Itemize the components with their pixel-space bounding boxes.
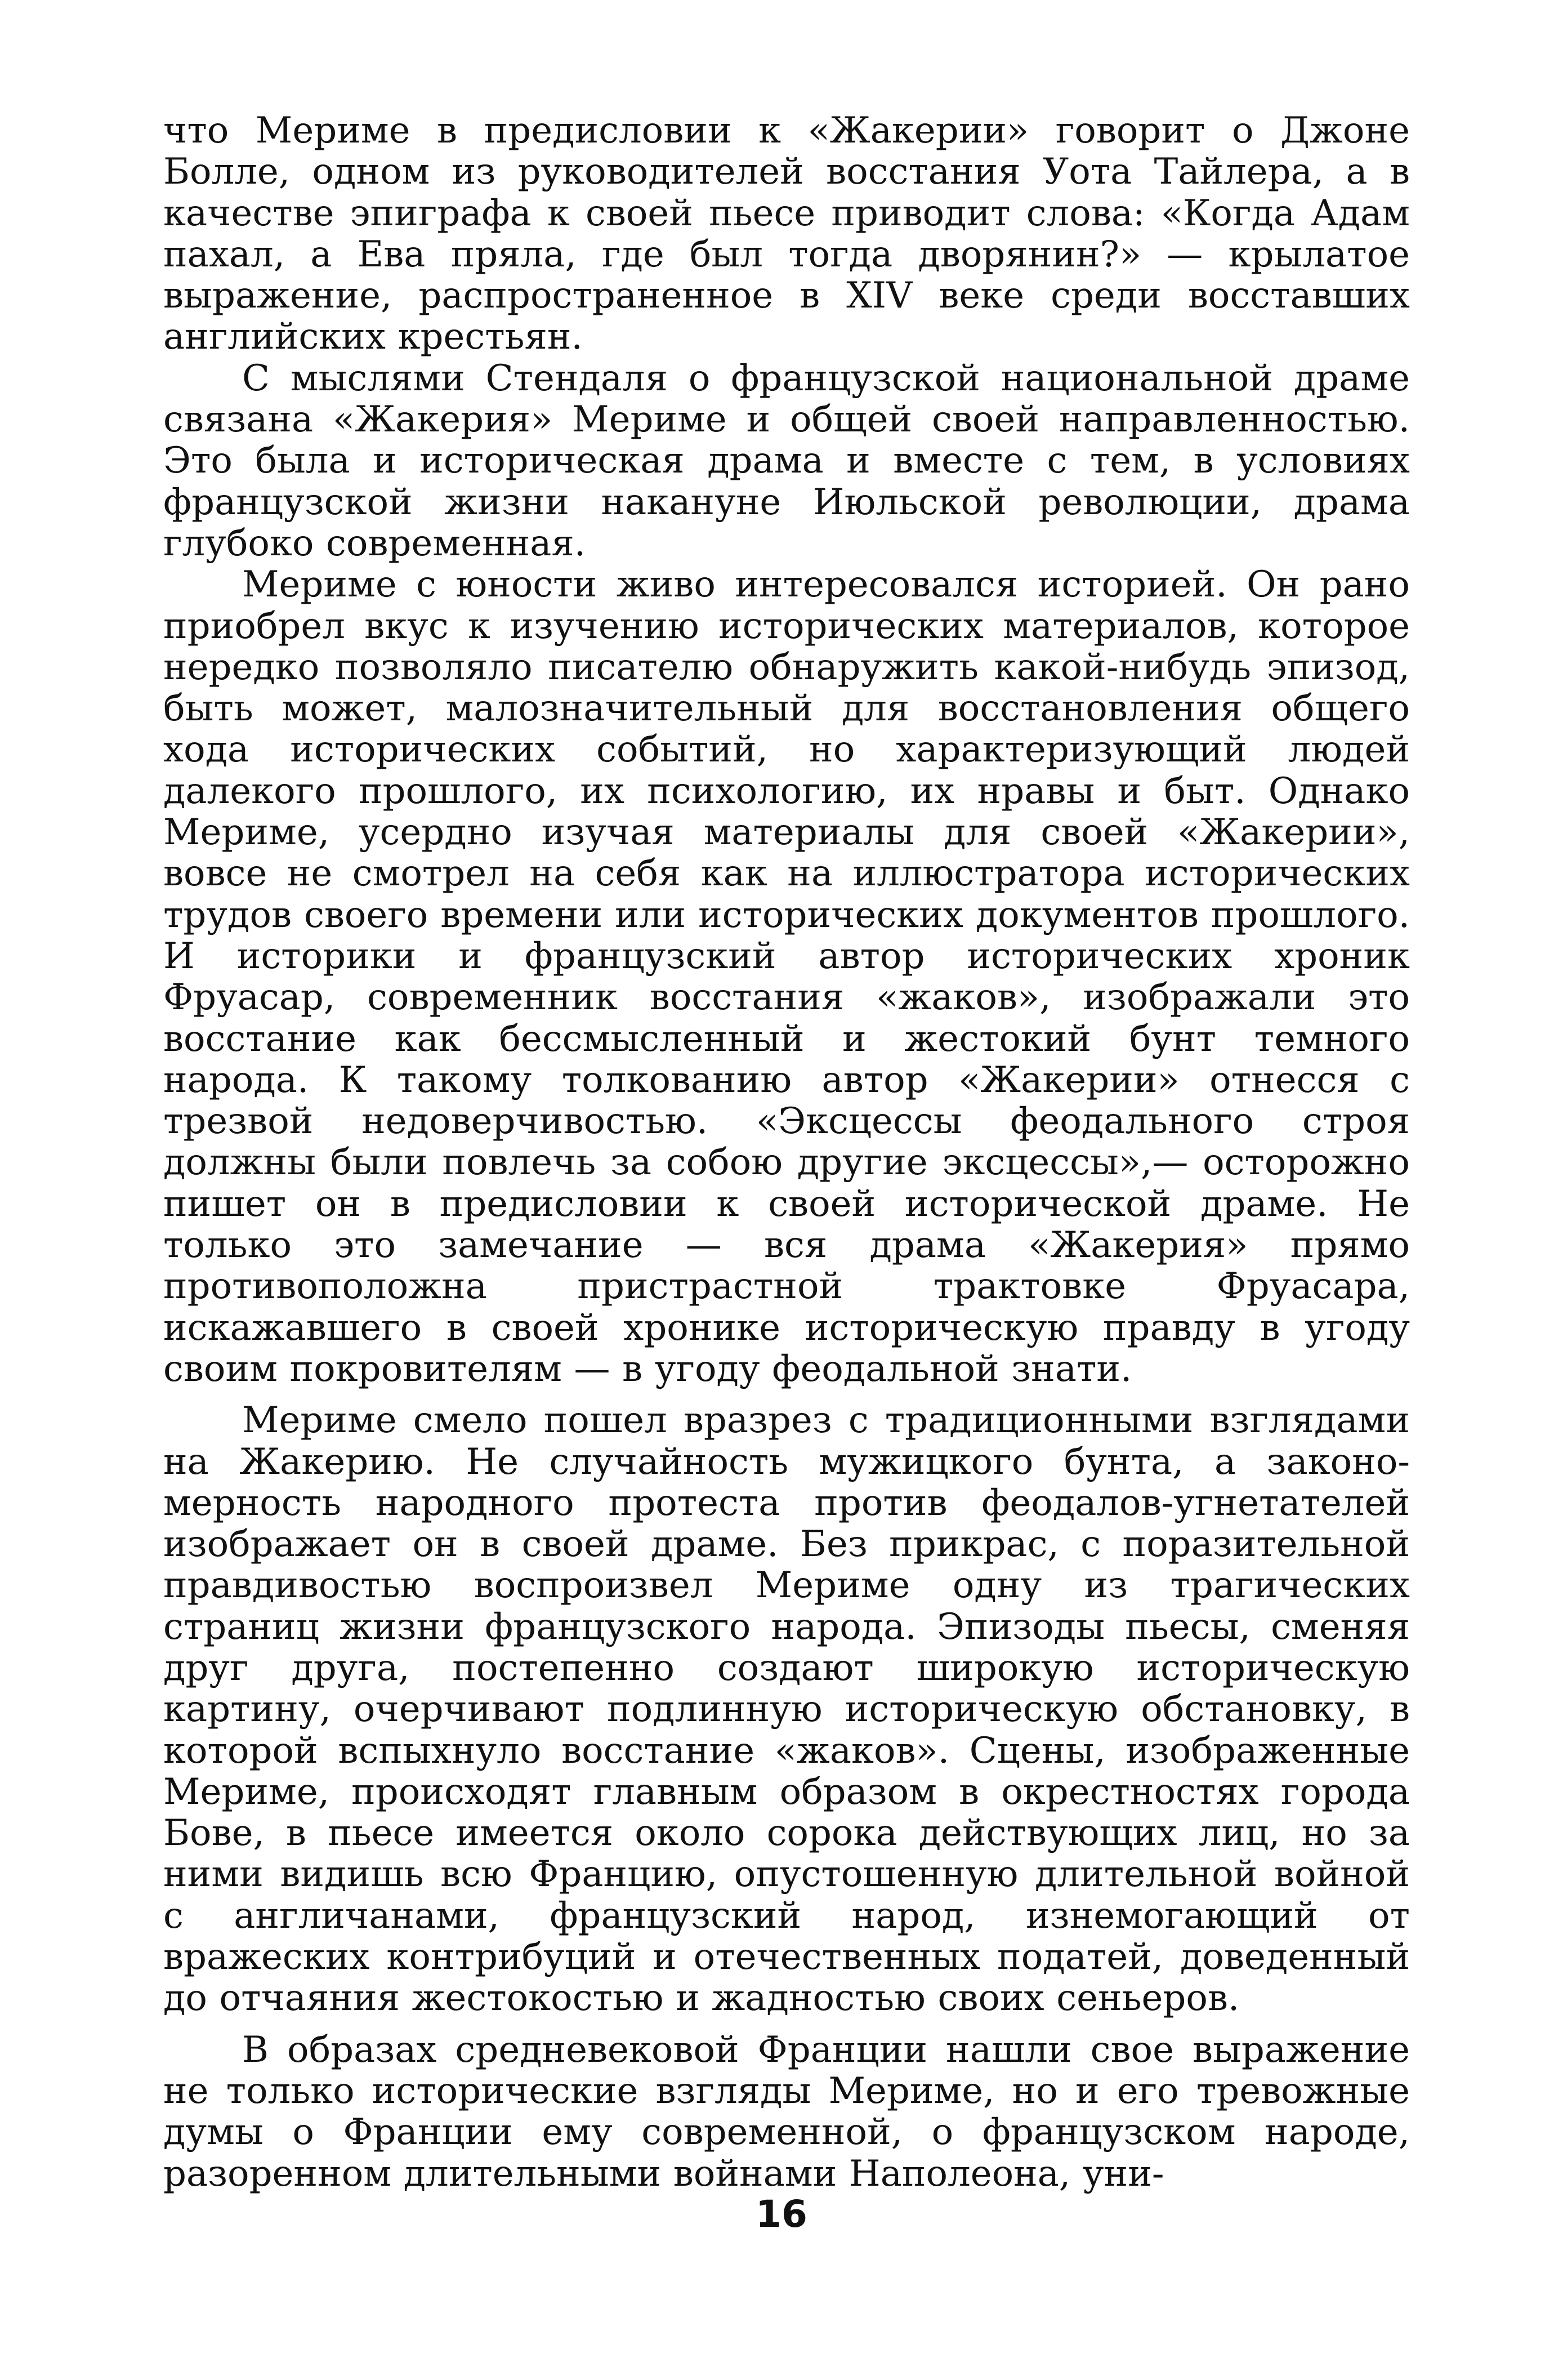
paragraph-3: Мериме с юности живо интересовался историей. Он рано приобрел вкус к изучению исторических материалов, которое нередко позволяло писателю обнаружить какой-нибудь эпизод, быть может, малозначительный для восстановления общего хода исторических событий, но характеризующий людей далекого прошлого, их психологию, их нравы и быт. Однако Мериме, усердно изучая материалы для своей «Жакерии», вовсе не смотрел на себя как на иллюстратора исторических трудов своего времени или исторических документов прошлого. И историки и французский автор исторических хроник Фруасар, современник восстания «жаков», изображали это восстание как бессмысленный и жестокий бунт темного народа. К такому толкованию автор «Жакерии» отнесся с трезвой недоверчивостью. «Эксцессы феодального строя должны были повлечь за собою другие эксцессы»,— осторожно пишет он в предисловии к своей исторической драме. Не только это замечание — вся драма «Жакерия» прямо противоположна пристрастной трактовке Фруасара, искажавшего в своей хронике историческую правду в угоду своим покровителям — в угоду феодальной знати. [163, 564, 1410, 1390]
paragraph-1: что Мериме в предисловии к «Жакерии» говорит о Джоне Болле, одном из руководителей восстания Уота Тайлера, а в качестве эпиграфа к своей пьесе приводит слова: «Когда Адам пахал, а Ева пряла, где был тогда дворянин?» — крылатое выражение, распространенное в XIV веке среди восставших английских крестьян. [163, 110, 1410, 358]
paragraph-4: Мериме смело пошел вразрез с традиционными взглядами на Жакерию. Не случайность мужицкого бунта, а закономерность народного протеста против феодалов-угнетателей изображает он в своей драме. Без прикрас, с поразительной правдивостью воспроизвел Мериме одну из трагических страниц жизни французского народа. Эпизоды пьесы, сменяя друг друга, постепенно создают широкую историческую картину, очерчивают подлинную историческую обстановку, в которой вспыхнуло восстание «жаков». Сцены, изображенные Мериме, происходят главным образом в окрестностях города Бове, в пьесе имеется около сорока действующих лиц, но за ними видишь всю Францию, опустошенную длительной войной с англичанами, французский народ, изнемогающий от вражеских контрибуций и отечественных податей, доведенный до отчаяния жестокостью и жадностью своих сеньеров. [163, 1400, 1410, 2020]
text-column [163, 110, 1410, 2195]
paragraph-2: С мыслями Стендаля о французской национальной драме связана «Жакерия» Мериме и общей своей направленностью. Это была и историческая драма и вместе с тем, в условиях французской жизни накануне Июльской революции, драма глубоко современная. [163, 357, 1410, 564]
page-number: 16 [756, 2192, 807, 2236]
paragraph-5: В образах средневековой Франции нашли свое выражение не только исторические взгляды Мериме, но и его тревожные думы о Франции ему современной, о французском народе, разоренном длительными войнами Наполеона, уни- [163, 2029, 1410, 2195]
